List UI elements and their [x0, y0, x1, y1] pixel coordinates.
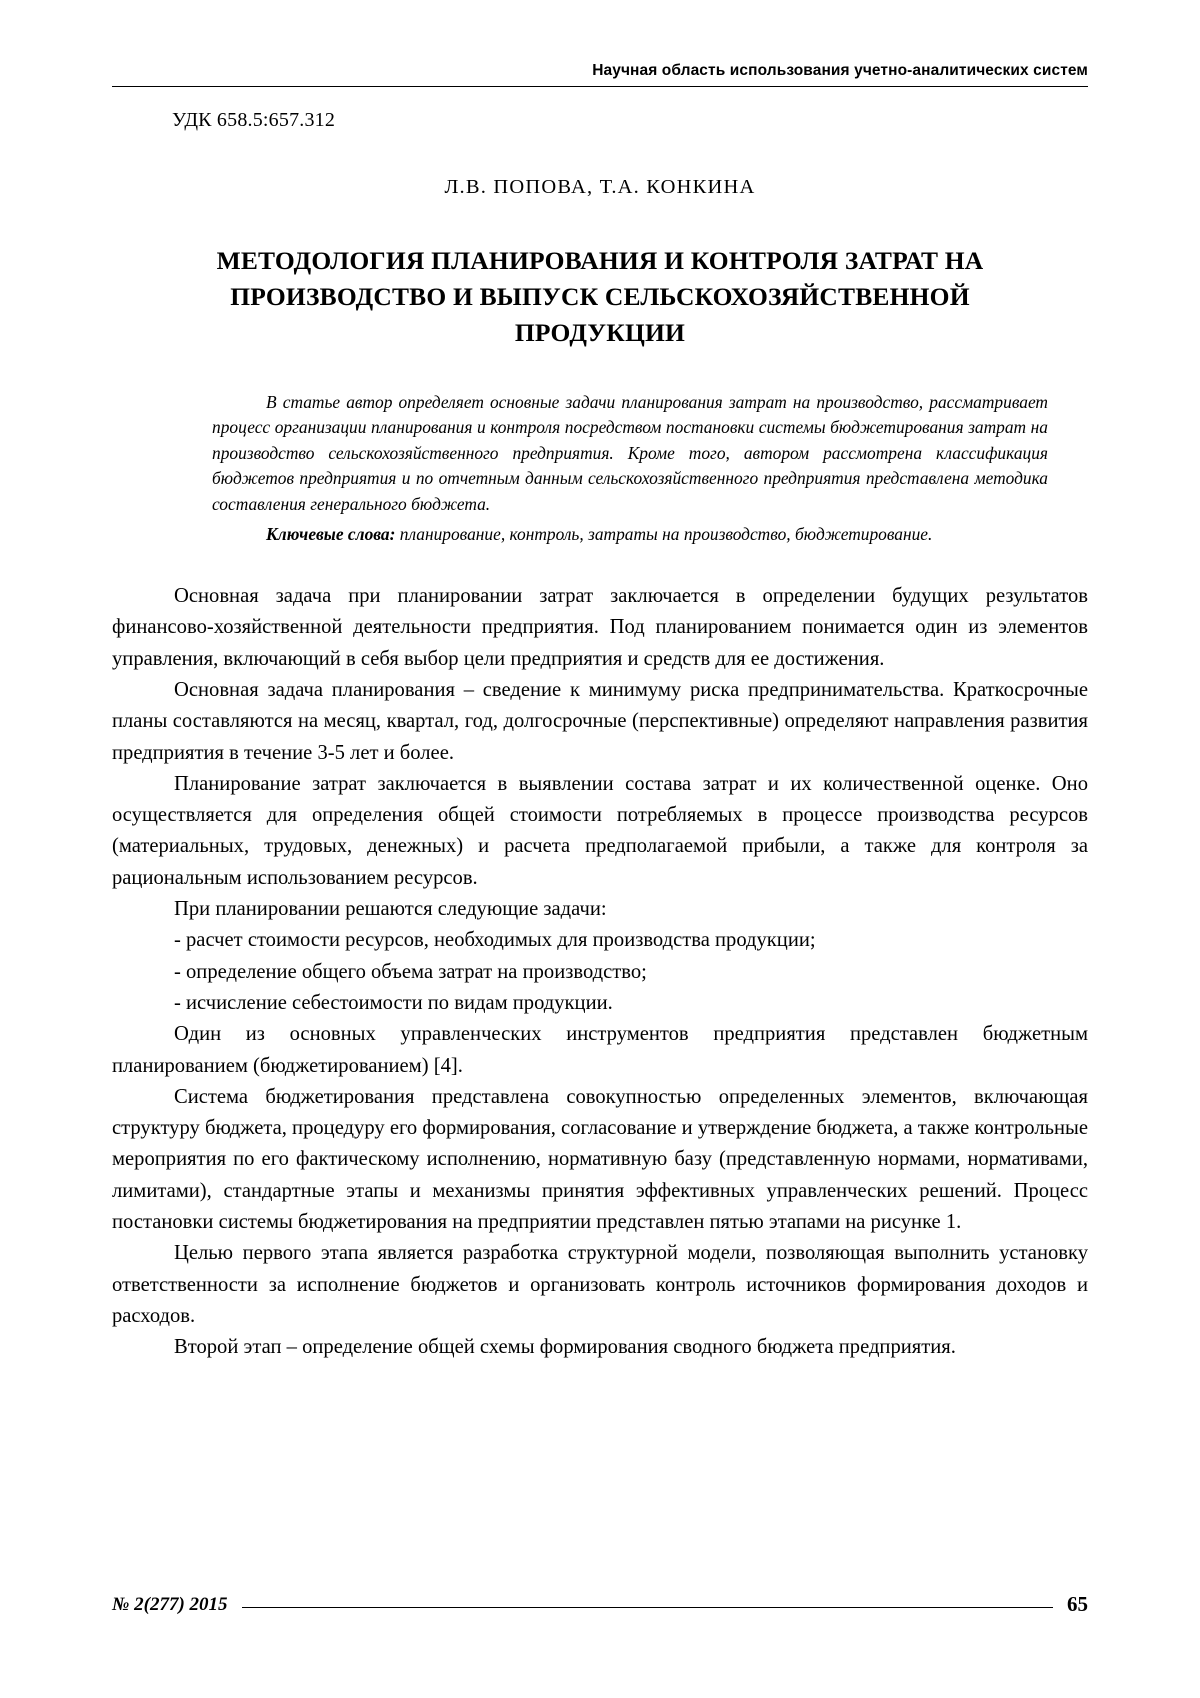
page-number: 65: [1067, 1592, 1088, 1616]
keywords-label: Ключевые слова:: [266, 523, 396, 544]
keywords-line: [212, 522, 1048, 548]
header-divider: [112, 86, 1088, 87]
body-text: [112, 581, 1088, 1363]
udc-code: УДК 658.5:657.312: [172, 109, 336, 131]
paragraph: Основная задача при планировании затрат заключается в определении будущих результатов финансово-хозяйственной деятельности предприятия. Под планированием понимается один из элементов управления, включающий в себя выбор цели предприятия и средств для ее достижения.: [112, 585, 1088, 670]
paragraph: Система бюджетирования представлена совокупностью определенных элементов, включающая структуру бюджета, процедуру его формирования, согласование и утверждение бюджета, а также контрольные мероприятия по его фактическому исполнению, нормативную базу (представленную нормами, нормативами, лимитами), стандартные этапы и механизмы принятия эффективных управленческих решений. Процесс постановки системы бюджетирования на предприятии представлен пятью этапами на рисунке 1.: [112, 1085, 1088, 1234]
footer-divider: [242, 1607, 1053, 1608]
list-item: - расчет стоимости ресурсов, необходимых для производства продукции;: [174, 929, 816, 952]
keywords-value: планирование, контроль, затраты на производство, бюджетирование.: [395, 523, 933, 544]
page-footer: [112, 1592, 1088, 1617]
paragraph: Основная задача планирования – сведение к минимуму риска предпринимательства. Краткосрочные планы составляются на месяц, квартал, год, долгосрочные (перспективные) определяют направления развития предприятия в течение 3-5 лет и более.: [112, 678, 1088, 764]
paragraph: При планировании решаются следующие задачи:: [174, 898, 607, 921]
paragraph: Целью первого этапа является разработка структурной модели, позволяющая выполнить установку ответственности за исполнение бюджетов и организовать контроль источников формирования доходов и расходов.: [112, 1242, 1088, 1327]
abstract-text: В статье автор определяет основные задачи планирования затрат на производство, рассматривает процесс организации планирования и контроля посредством постановки системы бюджетирования затрат на производство сельскохозяйственного предприятия. Кроме того, автором рассмотрена классификация бюджетов предприятия и по отчетным данным сельскохозяйственного предприятия представлена методика составления генерального бюджета.: [212, 391, 1048, 514]
paragraph: Планирование затрат заключается в выявлении состава затрат и их количественной оценке. Оно осуществляется для определения общей стоимости потребляемых в процессе производства ресурсов (материальных, трудовых, денежных) и расчета предполагаемой прибыли, а также для контроля за рациональным использованием ресурсов.: [112, 772, 1088, 889]
list-item: - исчисление себестоимости по видам продукции.: [174, 991, 613, 1014]
issue-number: № 2(277) 2015: [112, 1593, 228, 1615]
page-content: [112, 0, 1088, 1364]
list-item: - определение общего объема затрат на производство;: [174, 960, 647, 983]
page-title: МЕТОДОЛОГИЯ ПЛАНИРОВАНИЯ И КОНТРОЛЯ ЗАТРАТ НА ПРОИЗВОДСТВО И ВЫПУСК СЕЛЬСКОХОЗЯЙСТВЕННОЙ ПРОДУКЦИИ: [216, 246, 984, 348]
paragraph: Второй этап – определение общей схемы формирования сводного бюджета предприятия.: [174, 1336, 956, 1359]
authors-line: Л.В. ПОПОВА, Т.А. КОНКИНА: [444, 176, 756, 198]
paragraph: Один из основных управленческих инструментов предприятия представлен бюджетным планированием (бюджетированием) [4].: [112, 1023, 1088, 1077]
running-head: Научная область использования учетно-аналитических систем: [592, 62, 1088, 79]
